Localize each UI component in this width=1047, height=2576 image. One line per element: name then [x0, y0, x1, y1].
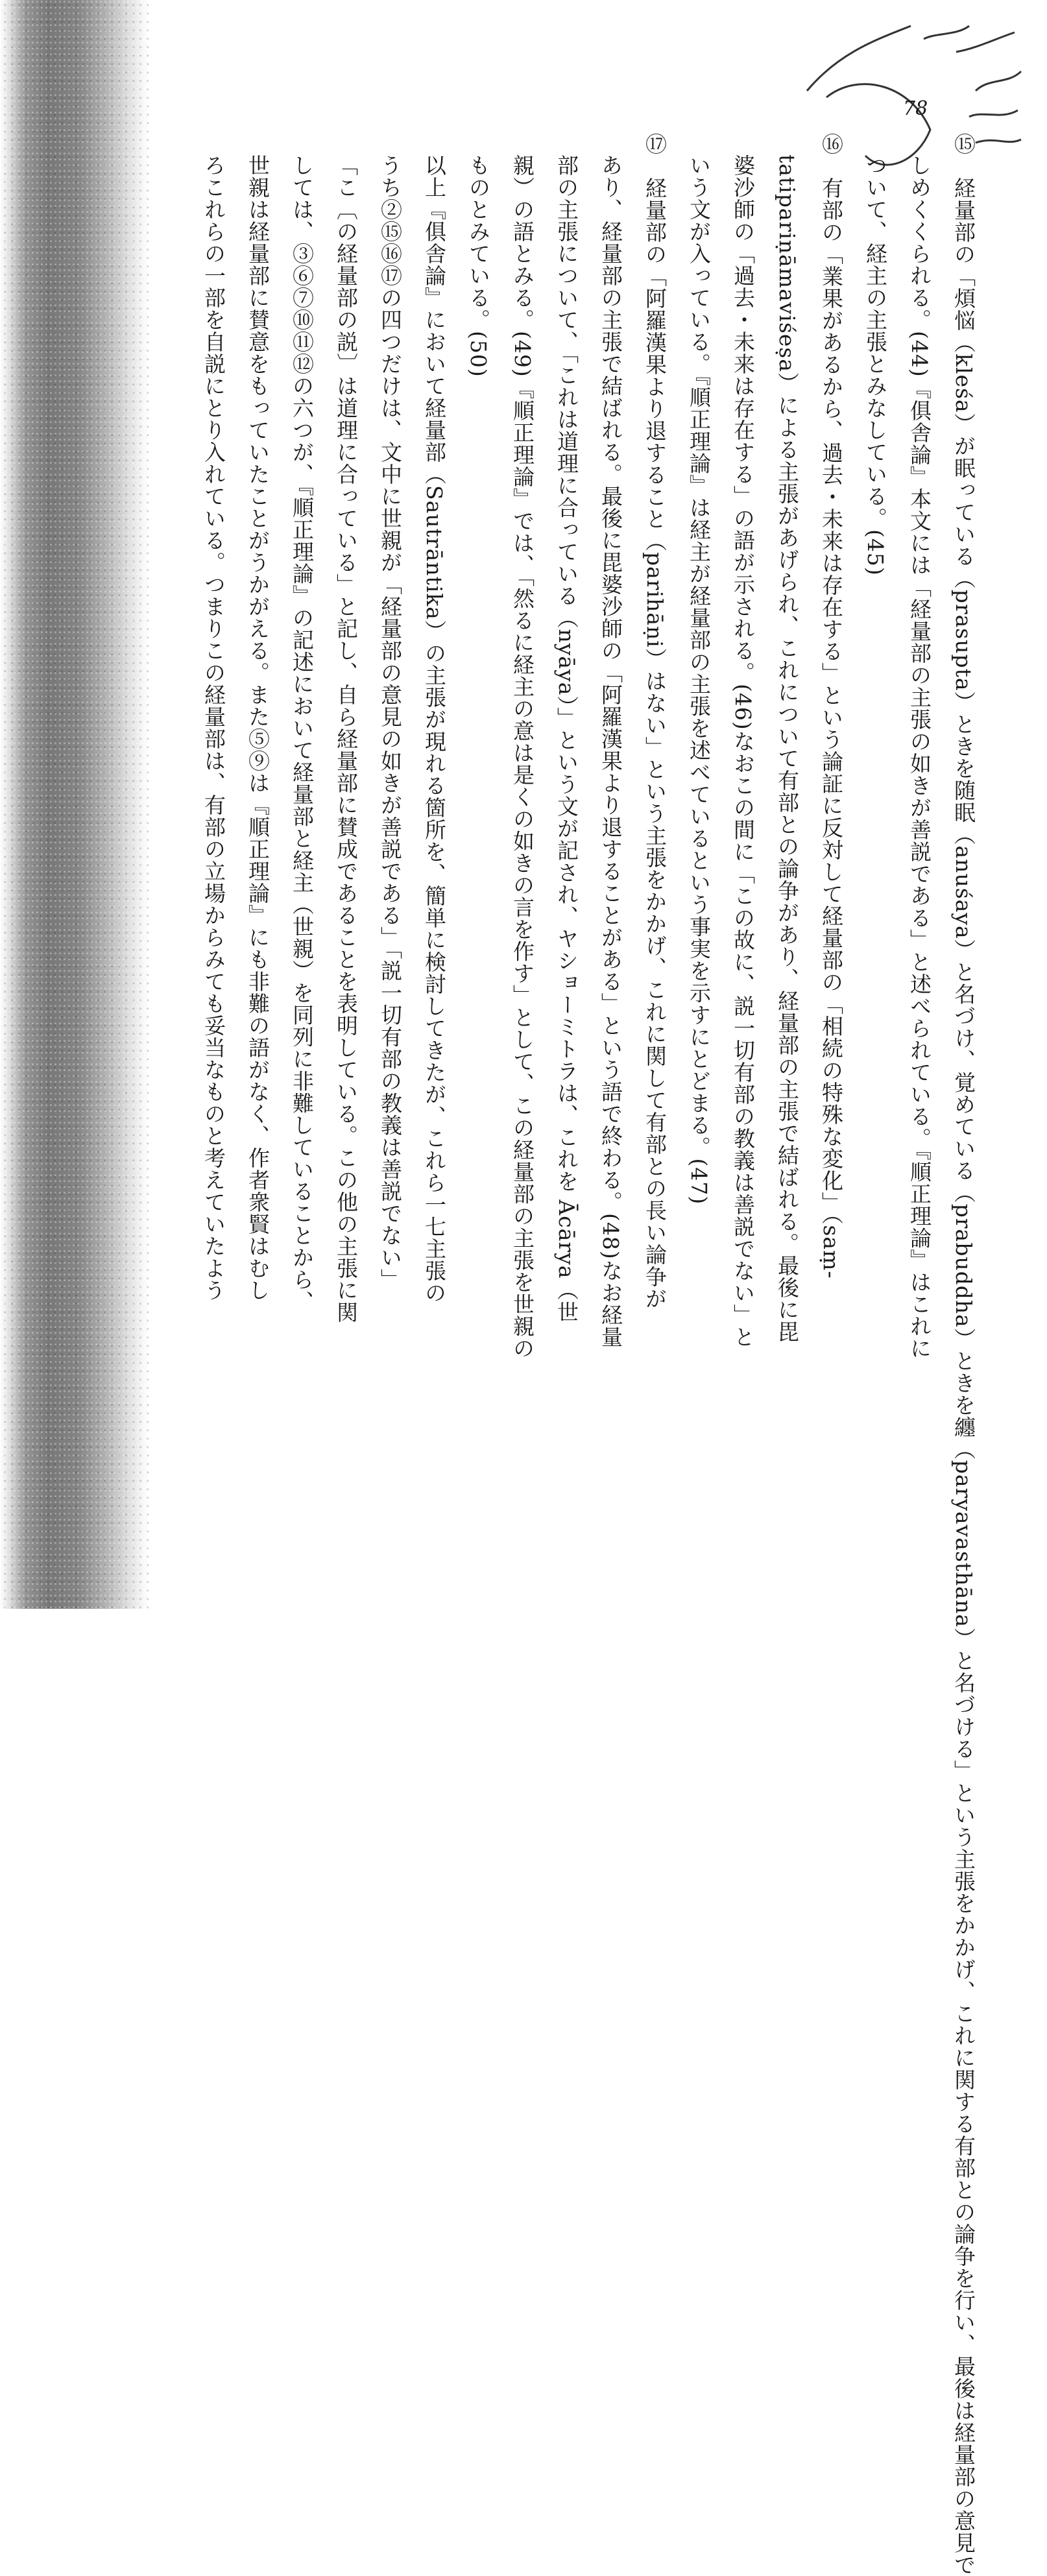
text-column: 世親は経量部に賛意をもっていたことがうかがえる。また⑤⑨は『順正理論』にも非難の語がなく、作者衆賢はむし	[245, 154, 271, 1301]
text-column: ⑰ 経量部の「阿羅漢果より退すること（parihāṇi）はない」という主張をかかげ、これに関して有部との長い論争が	[642, 133, 668, 1310]
text-column: あり、経量部の主張で結ばれる。最後に毘婆沙師の「阿羅漢果より退することがある」という語で終わる。(48)なお経量	[598, 154, 623, 1348]
vertical-text-body	[191, 133, 985, 2576]
text-column: いう文が入っている。『順正理論』は経主が経量部の主張を述べているという事実を示すにとどまる。(47)	[686, 154, 712, 1205]
text-column: しては、③⑥⑦⑩⑪⑫の六つが、『順正理論』の記述において経量部と経主（世親）を同列に非難していることから、	[289, 154, 315, 1313]
text-column: しめくくられる。(44)『俱舎論』本文には「経量部の主張の如きが善説である」と述べられている。『順正理論』はこれに	[907, 154, 932, 1360]
text-column: 「こ〔の経量部の説〕は道理に合っている」と記し、自ら経量部に賛成であることを表明している。この他の主張に関	[333, 154, 359, 1323]
text-column: ついて、経主の主張とみなしている。(45)	[863, 154, 888, 576]
binding-speckle	[0, 0, 149, 1609]
page-number: 78	[903, 97, 928, 120]
text-column: 親）の語とみる。(49)『順正理論』では、「然るに経主の意は是くの如きの言を作す」として、この経量部の主張を世親の	[510, 154, 535, 1360]
text-column: ろこれらの一部を自説にとり入れている。つまりこの経量部は、有部の立場からみても妥当なものと考えていたよう	[201, 154, 226, 1301]
text-column: ⑮ 経量部の「煩悩（kleśa）が眠っている（prasupta）ときを随眠（anuśaya）と名づけ、覚めている（prabuddha）ときを纏（paryavasthāna）と名づける」という主張をかかげ、これに関する有部との論争を行い、最後は経量部の意見で	[951, 133, 976, 2576]
text-column: ⑯ 有部の「業果があるから、過去・未来は存在する」という論証に反対して経量部の「相続の特殊な変化」（saṃ-	[819, 133, 844, 1279]
text-column: ものとみている。(50)	[466, 154, 491, 378]
text-column: 以上『俱舎論』において経量部（Sautrāntika）の主張が現れる箇所を、簡単に検討してきたが、これら一七主張の	[422, 154, 447, 1304]
text-column: 部の主張について、「これは道理に合っている（nyāya）」という文が記され、ヤショーミトラは、これを Ācārya（世	[554, 154, 579, 1323]
text-column: 婆沙師の「過去・未来は存在する」の語が示される。(46)なおこの間に「この故に、説一切有部の教義は善説でない」と	[730, 154, 756, 1348]
text-column: tatipariṇāmaviśeṣa）による主張があげられ、これについて有部との論争があり、経量部の主張で結ばれる。最後に毘	[775, 154, 800, 1343]
text-column: うち②⑮⑯⑰の四つだけは、文中に世親が「経量部の意見の如きが善説である」「説一切有部の教義は善説でない」	[378, 154, 403, 1291]
